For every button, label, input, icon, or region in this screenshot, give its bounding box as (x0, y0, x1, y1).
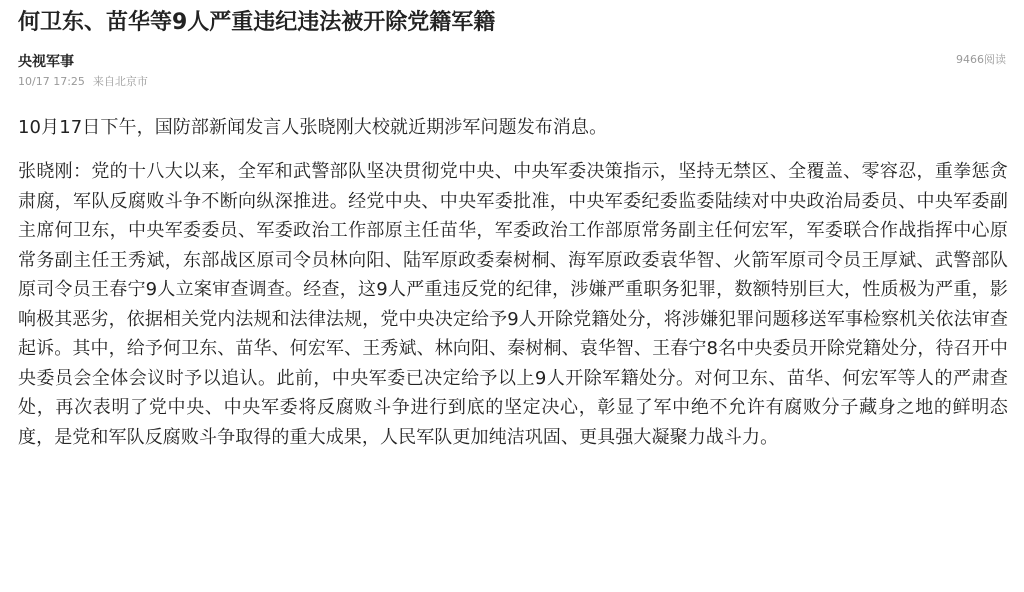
article-meta (18, 52, 1012, 94)
lead-paragraph: 10月17日下午，国防部新闻发言人张晓刚大校就近期涉军问题发布消息。 (18, 117, 608, 138)
read-count: 9466阅读 (956, 53, 1006, 66)
article-title: 何卫东、苗华等9人严重违纪违法被开除党籍军籍 (18, 10, 496, 35)
publish-location: 来自北京市 (92, 75, 148, 88)
publish-time: 10/17 17:25 (18, 75, 85, 88)
body-paragraph: 张晓刚：党的十八大以来，全军和武警部队坚决贯彻党中央、中央军委决策指示，坚持无禁区、全覆盖、零容忍，重拳惩贪肃腐，军队反腐败斗争不断向纵深推进。经党中央、中央军委批准，中央军委纪委监委陆续对中央政治局委员、中央军委副主席何卫东，中央军委委员、军委政治工作部原主任苗华，军委政治工作部原常务副主任何宏军，军委联合作战指挥中心原常务副主任王秀斌，东部战区原司令员林向阳、陆军原政委秦树桐、海军原政委袁华智、火箭军原司令员王厚斌、武警部队原司令员王春宁9人立案审查调查。经查，这9人严重违反党的纪律，涉嫌严重职务犯罪，数额特别巨大，性质极为严重，影响极其恶劣，依据相关党内法规和法律法规，党中央决定给予9人开除党籍处分，将涉嫌犯罪问题移送军事检察机关依法审查起诉。其中，给予何卫东、苗华、何宏军、王秀斌、林向阳、秦树桐、袁华智、王春宁8名中央委员开除党籍处分，待召开中央委员会全体会议时予以追认。此前，中央军委已决定给予以上9人开除军籍处分。对何卫东、苗华、何宏军等人的严肃查处，再次表明了党中央、中央军委将反腐败斗争进行到底的坚定决心，彰显了军中绝不允许有腐败分子藏身之地的鲜明态度，是党和军队反腐败斗争取得的重大成果，人民军队更加纯洁巩固、更具强大凝聚力战斗力。 (18, 161, 1008, 448)
article (18, 0, 1012, 452)
source-name[interactable]: 央视军事 (18, 54, 74, 70)
publish-info (18, 74, 148, 90)
